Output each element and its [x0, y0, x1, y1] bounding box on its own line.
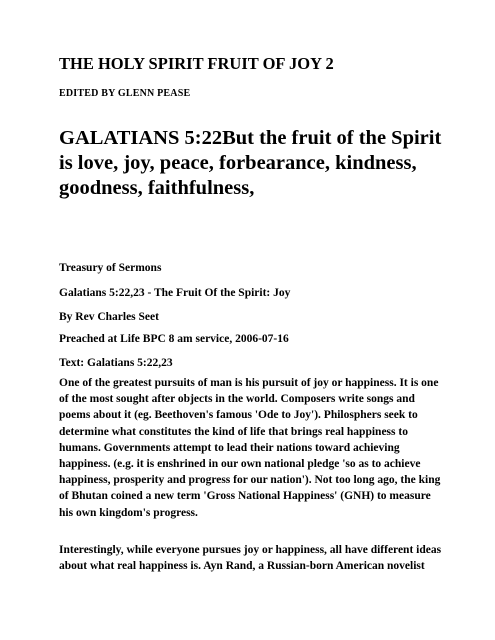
editor-credit: EDITED BY GLENN PEASE: [59, 88, 191, 99]
document-title: THE HOLY SPIRIT FRUIT OF JOY 2: [59, 54, 334, 73]
verse-heading: GALATIANS 5:22But the fruit of the Spirit is love, joy, peace, forbearance, kindness, goodness, faithfulness,: [59, 127, 442, 199]
body-paragraph-2: Interestingly, while everyone pursues joy or happiness, all have different ideas about what real happiness is. Ayn Rand, a Russian-born American novelist: [59, 544, 442, 573]
sermon-source: Treasury of Sermons: [59, 262, 162, 274]
preached-info: Preached at Life BPC 8 am service, 2006-07-16: [59, 333, 289, 345]
sermon-title: Galatians 5:22,23 - The Fruit Of the Spirit: Joy: [59, 287, 291, 299]
sermon-author: By Rev Charles Seet: [59, 311, 159, 323]
text-reference: Text: Galatians 5:22,23: [59, 357, 173, 369]
body-paragraph-1: One of the greatest pursuits of man is his pursuit of joy or happiness. It is one of the most sought after objects in the world. Composers write songs and poems about it (eg. Beethoven's famous 'Ode to Joy'). Philosphers seek to determine what constitutes the kind of life that brings real happiness to humans. Governments attempt to lead their nations toward achieving happiness. (e.g. it is enshrined in our own national pledge 'so as to achieve happiness, prosperity and progress for our nation'). Not too long ago, the king of Bhutan coined a new term 'Gross National Happiness' (GNH) to measure his own kingdom's progress.: [59, 377, 441, 519]
